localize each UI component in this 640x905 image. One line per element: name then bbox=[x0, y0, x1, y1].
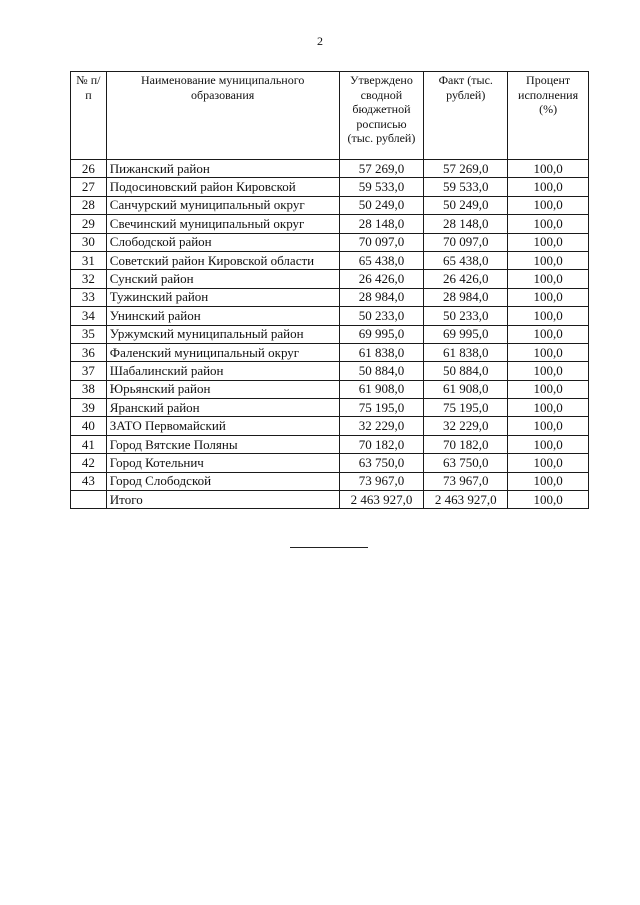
row-fact: 32 229,0 bbox=[424, 417, 508, 435]
row-fact: 65 438,0 bbox=[424, 251, 508, 269]
total-row bbox=[71, 491, 589, 509]
row-num: 37 bbox=[71, 362, 107, 380]
table-header bbox=[71, 72, 589, 160]
row-num: 43 bbox=[71, 472, 107, 490]
row-fact: 50 884,0 bbox=[424, 362, 508, 380]
table-row bbox=[71, 399, 589, 417]
header-name: Наименование муниципального образования bbox=[106, 72, 339, 160]
row-fact: 63 750,0 bbox=[424, 454, 508, 472]
row-name: Санчурский муниципальный округ bbox=[106, 196, 339, 214]
table-row bbox=[71, 288, 589, 306]
row-approved: 61 908,0 bbox=[339, 380, 424, 398]
row-name: Яранский район bbox=[106, 399, 339, 417]
row-name: Город Котельнич bbox=[106, 454, 339, 472]
table-body bbox=[71, 160, 589, 491]
row-num: 41 bbox=[71, 435, 107, 453]
table-footer bbox=[71, 491, 589, 509]
row-num: 39 bbox=[71, 399, 107, 417]
table-row bbox=[71, 325, 589, 343]
row-percent: 100,0 bbox=[508, 343, 589, 361]
row-percent: 100,0 bbox=[508, 362, 589, 380]
table-row bbox=[71, 196, 589, 214]
row-approved: 28 148,0 bbox=[339, 215, 424, 233]
budget-execution-table bbox=[70, 71, 589, 509]
row-approved: 70 097,0 bbox=[339, 233, 424, 251]
row-name: Подосиновский район Кировской bbox=[106, 178, 339, 196]
row-percent: 100,0 bbox=[508, 435, 589, 453]
row-fact: 50 249,0 bbox=[424, 196, 508, 214]
row-approved: 65 438,0 bbox=[339, 251, 424, 269]
row-approved: 50 249,0 bbox=[339, 196, 424, 214]
row-percent: 100,0 bbox=[508, 325, 589, 343]
row-num: 29 bbox=[71, 215, 107, 233]
header-approved: Утверждено сводной бюджетной росписью (тыс. рублей) bbox=[339, 72, 424, 160]
table-row bbox=[71, 435, 589, 453]
row-name: Город Слободской bbox=[106, 472, 339, 490]
page-number: 2 bbox=[317, 34, 323, 48]
row-percent: 100,0 bbox=[508, 307, 589, 325]
total-fact: 2 463 927,0 bbox=[424, 491, 508, 509]
total-num bbox=[71, 491, 107, 509]
row-percent: 100,0 bbox=[508, 270, 589, 288]
row-name: ЗАТО Первомайский bbox=[106, 417, 339, 435]
row-num: 38 bbox=[71, 380, 107, 398]
row-name: Пижанский район bbox=[106, 160, 339, 178]
row-name: Фаленский муниципальный округ bbox=[106, 343, 339, 361]
row-name: Тужинский район bbox=[106, 288, 339, 306]
row-approved: 32 229,0 bbox=[339, 417, 424, 435]
table-row bbox=[71, 233, 589, 251]
row-name: Шабалинский район bbox=[106, 362, 339, 380]
row-name: Свечинский муниципальный округ bbox=[106, 215, 339, 233]
row-percent: 100,0 bbox=[508, 196, 589, 214]
row-percent: 100,0 bbox=[508, 251, 589, 269]
row-name: Юрьянский район bbox=[106, 380, 339, 398]
row-num: 36 bbox=[71, 343, 107, 361]
row-name: Советский район Кировской области bbox=[106, 251, 339, 269]
row-num: 42 bbox=[71, 454, 107, 472]
table-row bbox=[71, 380, 589, 398]
row-fact: 73 967,0 bbox=[424, 472, 508, 490]
row-approved: 73 967,0 bbox=[339, 472, 424, 490]
row-fact: 50 233,0 bbox=[424, 307, 508, 325]
row-num: 26 bbox=[71, 160, 107, 178]
row-approved: 57 269,0 bbox=[339, 160, 424, 178]
table-row bbox=[71, 472, 589, 490]
row-fact: 69 995,0 bbox=[424, 325, 508, 343]
row-approved: 75 195,0 bbox=[339, 399, 424, 417]
table-row bbox=[71, 307, 589, 325]
row-percent: 100,0 bbox=[508, 288, 589, 306]
row-num: 40 bbox=[71, 417, 107, 435]
row-name: Слободской район bbox=[106, 233, 339, 251]
header-fact: Факт (тыс. рублей) bbox=[424, 72, 508, 160]
row-approved: 59 533,0 bbox=[339, 178, 424, 196]
row-percent: 100,0 bbox=[508, 215, 589, 233]
row-num: 30 bbox=[71, 233, 107, 251]
row-approved: 26 426,0 bbox=[339, 270, 424, 288]
row-fact: 70 182,0 bbox=[424, 435, 508, 453]
row-fact: 75 195,0 bbox=[424, 399, 508, 417]
row-num: 31 bbox=[71, 251, 107, 269]
row-num: 28 bbox=[71, 196, 107, 214]
table-row bbox=[71, 215, 589, 233]
row-approved: 63 750,0 bbox=[339, 454, 424, 472]
total-approved: 2 463 927,0 bbox=[339, 491, 424, 509]
table-row bbox=[71, 270, 589, 288]
row-fact: 61 908,0 bbox=[424, 380, 508, 398]
total-percent: 100,0 bbox=[508, 491, 589, 509]
row-num: 32 bbox=[71, 270, 107, 288]
total-label: Итого bbox=[106, 491, 339, 509]
table-row bbox=[71, 251, 589, 269]
row-num: 34 bbox=[71, 307, 107, 325]
table-row bbox=[71, 417, 589, 435]
row-approved: 50 884,0 bbox=[339, 362, 424, 380]
row-fact: 59 533,0 bbox=[424, 178, 508, 196]
row-num: 35 bbox=[71, 325, 107, 343]
table-row bbox=[71, 178, 589, 196]
table-row bbox=[71, 343, 589, 361]
header-num: № п/п bbox=[71, 72, 107, 160]
row-name: Унинский район bbox=[106, 307, 339, 325]
row-fact: 61 838,0 bbox=[424, 343, 508, 361]
row-name: Уржумский муниципальный район bbox=[106, 325, 339, 343]
row-percent: 100,0 bbox=[508, 417, 589, 435]
row-percent: 100,0 bbox=[508, 233, 589, 251]
table-row bbox=[71, 362, 589, 380]
header-row bbox=[71, 72, 589, 160]
row-fact: 26 426,0 bbox=[424, 270, 508, 288]
row-fact: 57 269,0 bbox=[424, 160, 508, 178]
row-name: Сунский район bbox=[106, 270, 339, 288]
row-approved: 69 995,0 bbox=[339, 325, 424, 343]
row-percent: 100,0 bbox=[508, 472, 589, 490]
row-approved: 28 984,0 bbox=[339, 288, 424, 306]
row-fact: 70 097,0 bbox=[424, 233, 508, 251]
end-divider bbox=[290, 547, 368, 548]
row-fact: 28 984,0 bbox=[424, 288, 508, 306]
row-percent: 100,0 bbox=[508, 160, 589, 178]
table-row bbox=[71, 160, 589, 178]
row-approved: 61 838,0 bbox=[339, 343, 424, 361]
row-approved: 70 182,0 bbox=[339, 435, 424, 453]
row-num: 27 bbox=[71, 178, 107, 196]
row-num: 33 bbox=[71, 288, 107, 306]
row-percent: 100,0 bbox=[508, 178, 589, 196]
row-fact: 28 148,0 bbox=[424, 215, 508, 233]
header-percent: Процент исполнения (%) bbox=[508, 72, 589, 160]
row-percent: 100,0 bbox=[508, 399, 589, 417]
row-approved: 50 233,0 bbox=[339, 307, 424, 325]
row-percent: 100,0 bbox=[508, 380, 589, 398]
row-percent: 100,0 bbox=[508, 454, 589, 472]
row-name: Город Вятские Поляны bbox=[106, 435, 339, 453]
table-row bbox=[71, 454, 589, 472]
